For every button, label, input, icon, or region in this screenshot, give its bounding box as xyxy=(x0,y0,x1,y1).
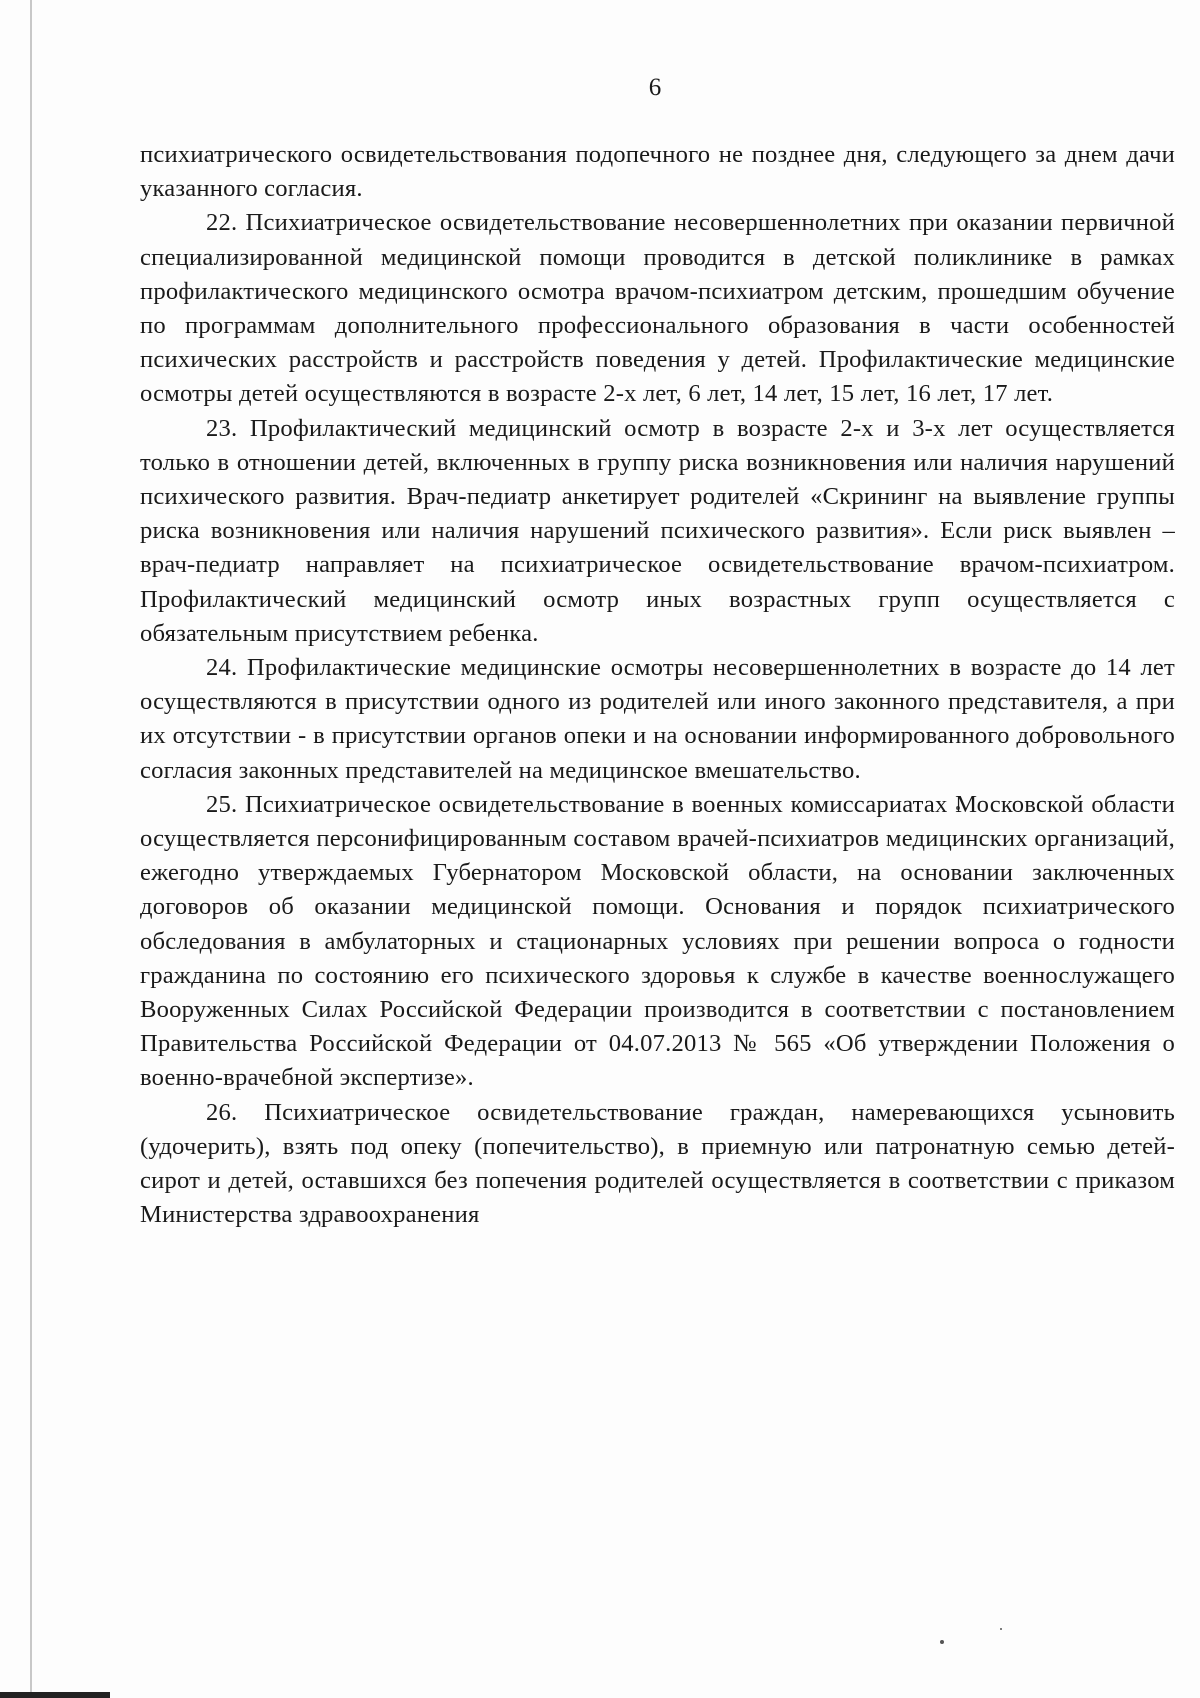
scan-bottom-edge xyxy=(0,1692,110,1698)
document-body xyxy=(140,138,1175,1233)
paragraph-24: 24. Профилактические медицинские осмотры несовершеннолетних в возрасте до 14 лет осуществляются в присутствии одного из родителей или иного законного представителя, а при их отсутствии - в присутствии органов опеки и на основании информированного добровольного согласия законных представителей на медицинское вмешательство. xyxy=(140,654,1175,784)
paragraph-23: 23. Профилактический медицинский осмотр в возрасте 2-х и 3-х лет осуществляется только в отношении детей, включенных в группу риска возникновения или наличия нарушений психического развития. Врач-педиатр анкетирует родителей «Скрининг на выявление группы риска возникновения или наличия нарушений психического развития». Если риск выявлен – врач-педиатр направляет на психиатрическое освидетельствование врачом-психиатром. Профилактический медицинский осмотр иных возрастных групп осуществляется с обязательным присутствием ребенка. xyxy=(140,414,1175,647)
scan-speck xyxy=(1000,1628,1002,1630)
paragraph-26: 26. Психиатрическое освидетельствование граждан, намеревающихся усыновить (удочерить), взять под опеку (попечительство), в приемную или патронатную семью детей-сирот и детей, оставшихся без попечения родителей осуществляется в соответствии с приказом Министерства здравоохранения xyxy=(140,1098,1175,1229)
paragraph-continuation: психиатрического освидетельствования подопечного не позднее дня, следующего за днем дачи указанного согласия. xyxy=(140,141,1175,203)
scan-left-edge xyxy=(30,0,32,1698)
scan-speck xyxy=(940,1640,944,1644)
paragraph-25: 25. Психиатрическое освидетельствование в военных комиссариатах Московской области осуществляется персонифицированным составом врачей-психиатров медицинских организаций, ежегодно утверждаемых Губернатором Московской области, на основании заключенных договоров об оказании медицинской помощи. Основания и порядок психиатрического обследования в амбулаторных и стационарных условиях при решении вопроса о годности гражданина по состоянию его психического здоровья к службе в качестве военнослужащего Вооруженных Силах Российской Федерации производится в соответствии с постановлением Правительства Российской Федерации от 04.07.2013 № 565 «Об утверждении Положения о военно-врачебной экспертизе». xyxy=(140,790,1175,1092)
page-number: 6 xyxy=(648,74,662,101)
paragraph-22: 22. Психиатрическое освидетельствование несовершеннолетних при оказании первичной специализированной медицинской помощи проводится в детской поликлинике в рамках профилактического медицинского осмотра врачом-психиатром детским, прошедшим обучение по программам дополнительного профессионального образования в части особенностей психических расстройств и расстройств поведения у детей. Профилактические медицинские осмотры детей осуществляются в возрасте 2-х лет, 6 лет, 14 лет, 15 лет, 16 лет, 17 лет. xyxy=(140,209,1175,408)
